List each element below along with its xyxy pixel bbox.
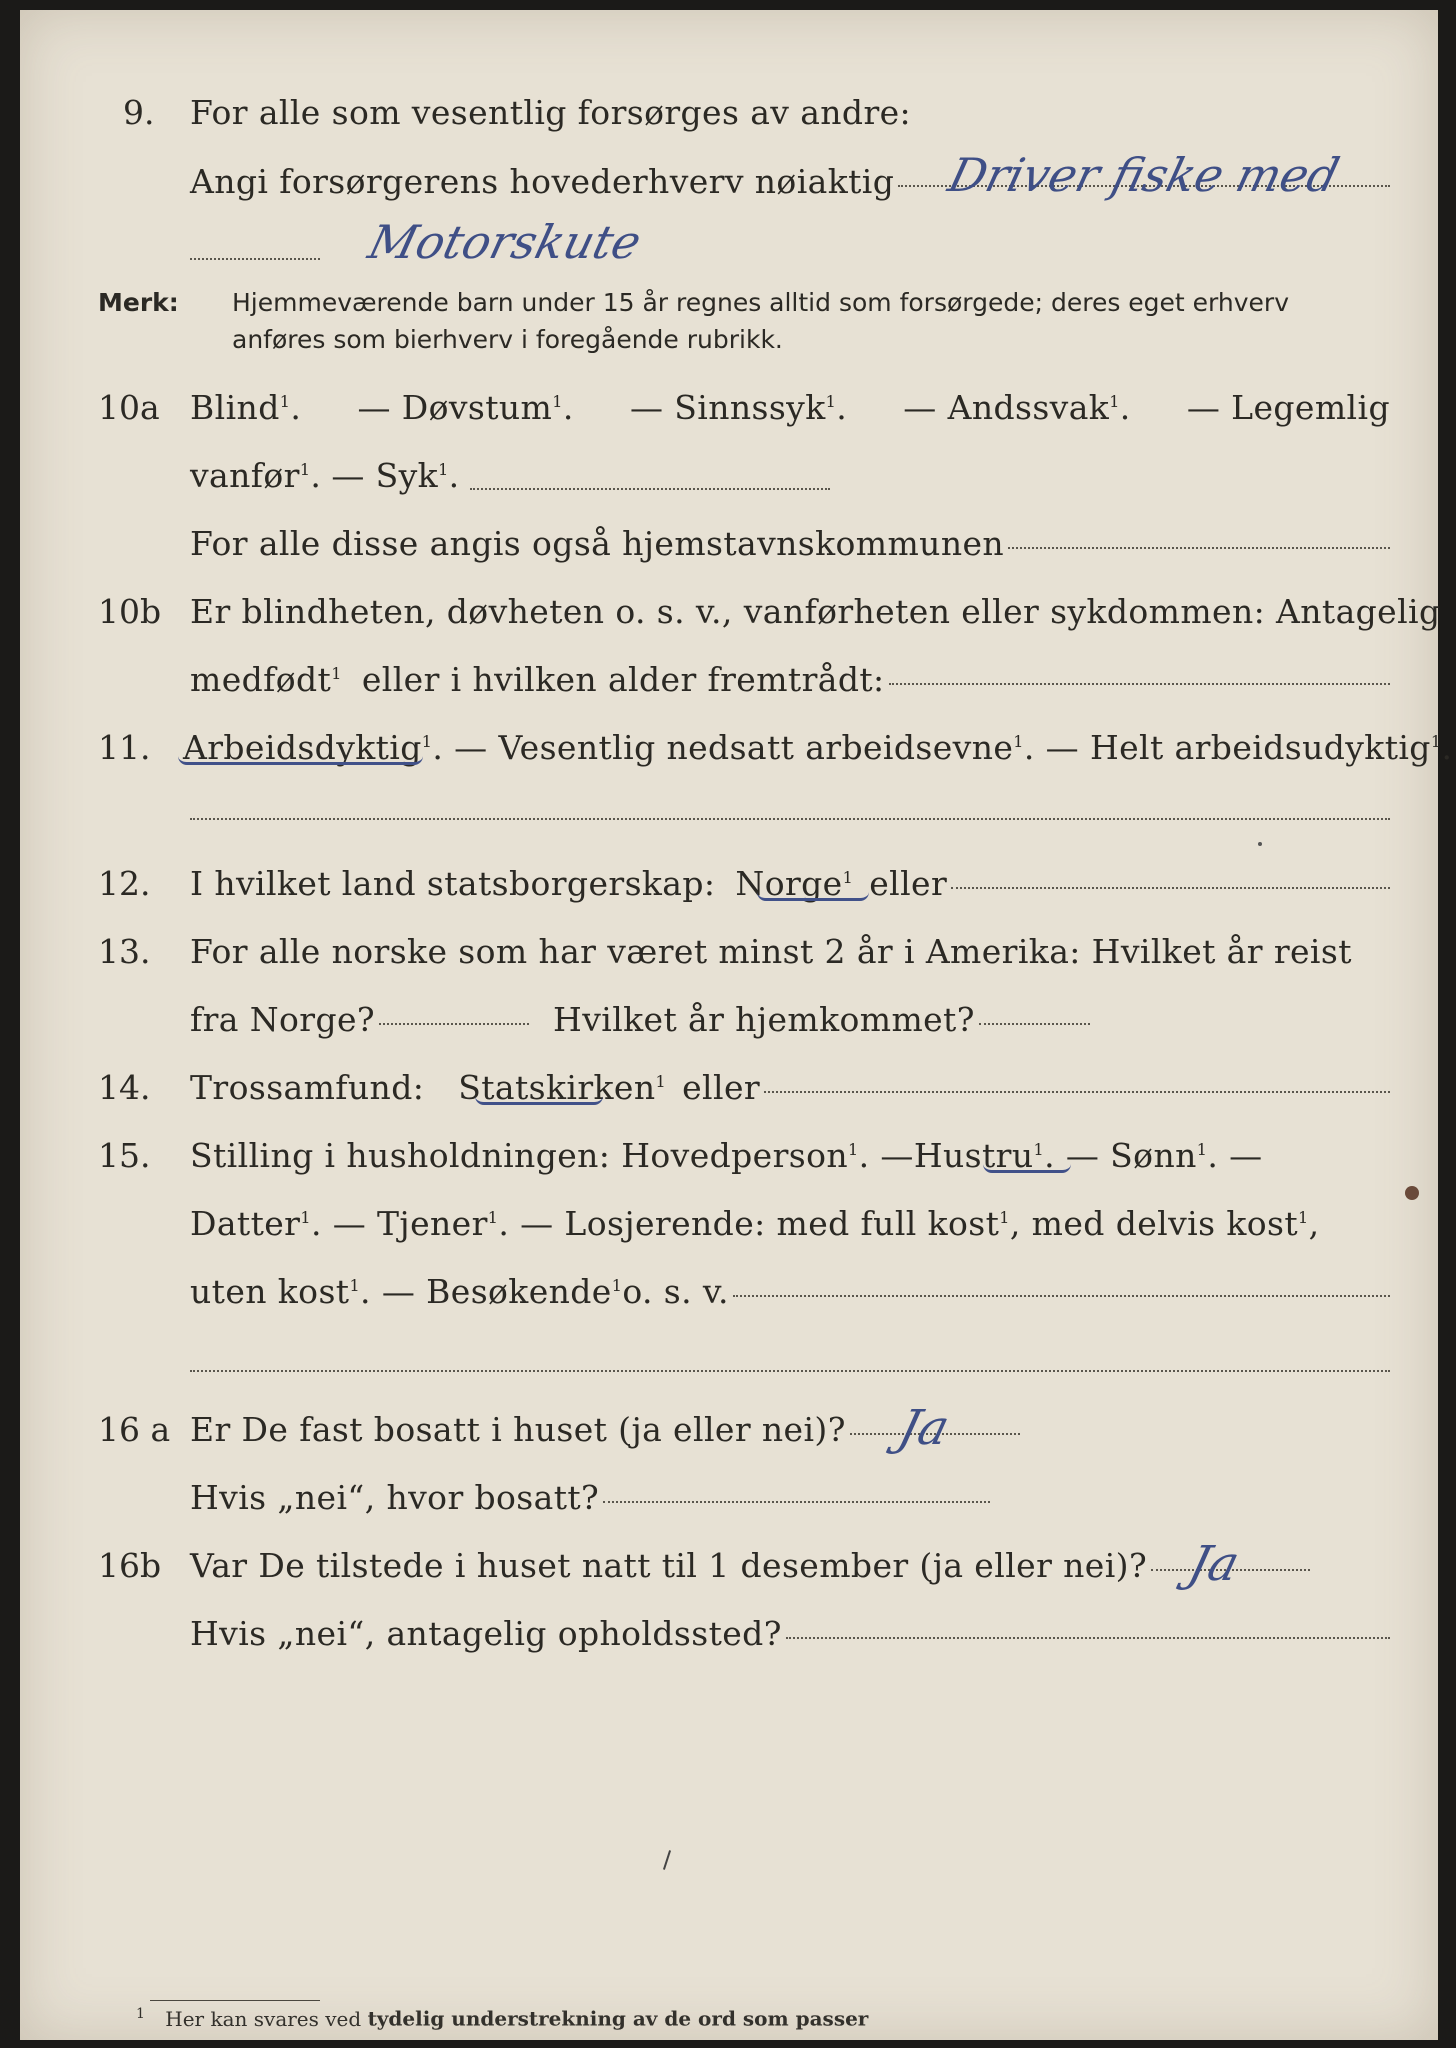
item-13-line-2 [190,1000,1090,1039]
item-15-answer-line[interactable] [733,1295,1390,1297]
item-16b-prompt: Var De tilstede i huset natt til 1 desember (ja eller nei)? [190,1546,1148,1585]
item-9-continuation-line[interactable] [190,258,320,260]
item-16b-number: 16b [98,1546,162,1585]
item-16a-prompt: Er De fast bosatt i huset (ja eller nei)? [190,1410,846,1449]
option-norge[interactable]: Norge$^1$ [735,864,854,903]
footnote-rule [150,2000,320,2001]
item-13-reist-prompt: fra Norge? [190,1000,376,1039]
item-10b-line-2 [190,660,1390,699]
option-statskirken[interactable]: Statskirken$^1$ [458,1068,667,1107]
item-9-number: 9. [123,93,155,132]
underline-hustru [983,1164,1071,1173]
item-13-reist-answer-line[interactable] [379,1023,529,1025]
item-16b-line-1 [190,1546,1310,1585]
item-10a-line-1 [190,388,1390,427]
item-16a-handwritten: Ja [893,1400,955,1456]
option-syk[interactable]: — Syk$^1$. [331,456,460,495]
item-15-number: 15. [98,1136,151,1175]
merk-line-1: Hjemmeværende barn under 15 år regnes alltid som forsørgede; deres eget erhverv [232,288,1289,317]
item-13-hjem-prompt: Hvilket år hjemkommet? [553,1000,975,1039]
item-14-prompt: Trossamfund: [190,1068,425,1107]
item-9-handwritten-2: Motorskute [363,215,647,269]
item-10a-line-2 [190,456,460,495]
item-10a-hjemstavn-answer-line[interactable] [1008,547,1390,549]
item-15-continuation-line[interactable] [190,1370,1390,1372]
merk-label: Merk: [98,288,179,317]
item-9-line-1: For alle som vesentlig forsørges av andre: [190,93,912,132]
item-16b-handwritten: Ja [1183,1536,1245,1592]
item-11-answer-line[interactable] [190,818,1390,820]
option-vanfor[interactable]: vanfør$^1$. [190,456,322,495]
item-14-eller: eller [682,1068,761,1107]
item-16a-bosatt-prompt: Hvis „nei“, hvor bosatt? [190,1478,600,1517]
option-dovstum[interactable]: — Døvstum$^1$. [357,388,574,427]
item-9-handwritten-1: Driver fiske med [943,148,1345,202]
item-16b-oppholdssted-prompt: Hvis „nei“, antagelig opholdssted? [190,1614,782,1653]
item-10a-syk-answer-line[interactable] [470,488,830,490]
merk-line-2: anføres som bierhverv i foregående rubrikk. [232,325,783,354]
item-13-number: 13. [98,932,151,971]
item-16b-oppholdssted-answer-line[interactable] [786,1637,1390,1639]
option-hustru[interactable]: Hustru$^1$ [913,1136,1045,1175]
item-13-line-1: For alle norske som har været minst 2 år i Amerika: Hvilket år reist [190,932,1352,971]
item-15-line-2 [190,1204,1319,1243]
item-16a-number: 16 a [98,1410,171,1449]
item-12-answer-line[interactable] [951,887,1390,889]
item-14-answer-line[interactable] [764,1091,1390,1093]
item-12-eller: eller [869,864,948,903]
census-form-page [20,10,1453,2040]
item-14-number: 14. [98,1068,151,1107]
item-12-prompt: I hvilket land statsborgerskap: [190,864,716,903]
item-10b-alder-prompt: eller i hvilken alder fremtrådt: [361,660,885,699]
item-14-line [190,1068,1390,1107]
item-9-prompt: Angi forsørgerens hovederhverv nøiaktig [190,162,895,201]
item-12-number: 12. [98,864,151,903]
item-16a-line-2 [190,1478,990,1517]
option-datter[interactable]: Datter$^1$ [190,1204,311,1243]
item-10b-line-1: Er blindheten, døvheten o. s. v., vanførheten eller sykdommen: Antagelig [190,592,1441,631]
option-sonn[interactable]: . — Sønn$^1$. — [1044,1136,1263,1175]
item-10a-number: 10a [98,388,160,427]
item-15-line-3: uten kost$^1$ . — Besøkende$^1$ o. s. v. [190,1272,1390,1311]
item-10b-number: 10b [98,592,162,631]
option-uten-kost[interactable]: uten kost$^1$ [190,1272,361,1311]
item-11-number: 11. [98,728,151,767]
footnote: $^1$ Her kan svares ved tydelig understrekning av de ord som passer [136,2006,869,2031]
item-10a-line-3 [190,524,1390,563]
ink-speck [1405,1186,1419,1200]
item-16b-line-2 [190,1614,1390,1653]
option-blind[interactable]: Blind$^1$. [190,388,302,427]
pencil-stroke [663,1850,671,1870]
option-tjener[interactable]: . — Tjener$^1$ [310,1204,499,1243]
option-nedsatt[interactable]: . — Vesentlig nedsatt arbeidsevne$^1$ [432,728,1024,767]
option-udyktig[interactable]: . — Helt arbeidsudyktig$^1$. [1023,728,1453,767]
underline-arbeidsdyktig [178,756,423,765]
item-10b-answer-line[interactable] [889,683,1390,685]
underline-norge [757,892,869,901]
option-full-kost[interactable]: . — Losjerende: med full kost$^1$ [498,1204,1010,1243]
item-16a-bosatt-answer-line[interactable] [603,1501,990,1503]
underline-statskirken [475,1096,603,1105]
item-13-hjem-answer-line[interactable] [979,1023,1090,1025]
option-andssvak[interactable]: — Andssvak$^1$. [903,388,1131,427]
option-hovedperson[interactable]: Stilling i husholdningen: Hovedperson$^1$ [190,1136,859,1175]
dot-mark [1258,842,1262,846]
item-10a-hjemstavn-prompt: For alle disse angis også hjemstavnskommunen [190,524,1005,563]
option-medfodt[interactable]: medfødt$^1$ [190,660,342,699]
option-besokende[interactable]: . — Besøkende$^1$ [360,1272,623,1311]
option-legemlig[interactable]: — Legemlig [1186,388,1390,427]
option-delvis-kost[interactable]: , med delvis kost$^1$, [1009,1204,1320,1243]
item-15-line-1: Stilling i husholdningen: Hovedperson$^1$ . — Hustru$^1$ . — Sønn$^1$. — [190,1136,1263,1175]
option-arbeidsdyktig[interactable]: Arbeidsdyktig$^1$ [183,728,433,767]
option-sinnssyk[interactable]: — Sinnssyk$^1$. [629,388,848,427]
